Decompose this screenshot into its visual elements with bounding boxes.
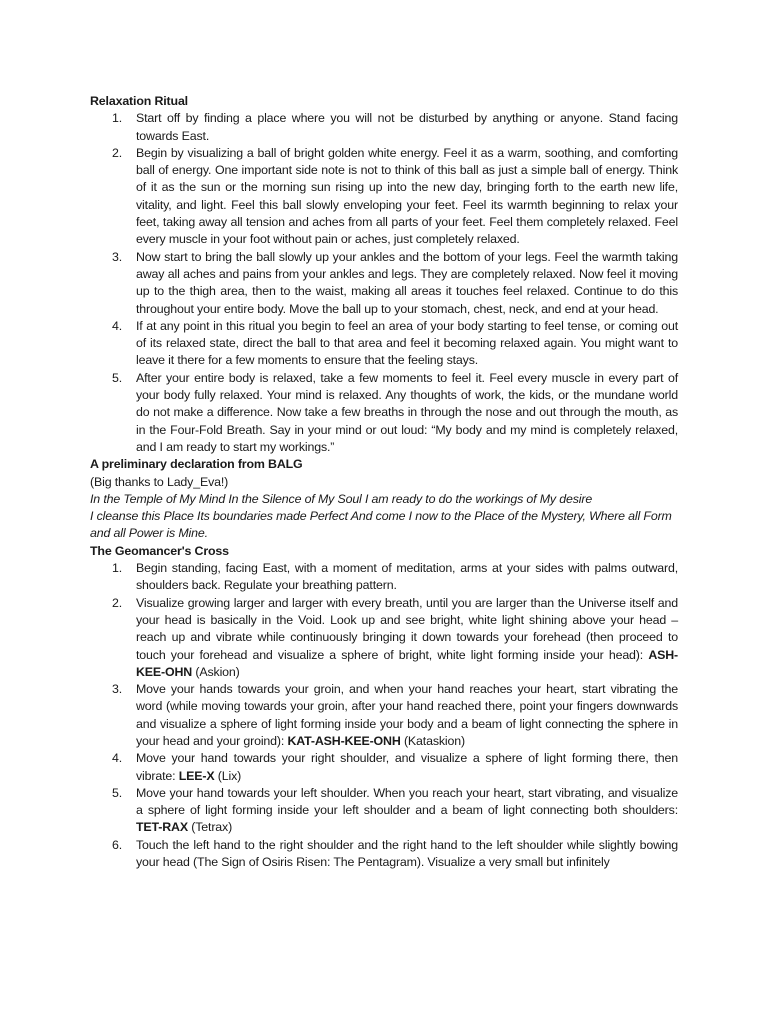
list-item-text: Start off by finding a place where you will not be disturbed by anything or anyone. Stand facing towards East.: [136, 111, 678, 143]
list-item-text: Now start to bring the ball slowly up your ankles and the bottom of your legs. Feel the warmth taking away all aches and pains from your ankles and legs. They are completely relaxed. Now feel it moving up to the thigh area, then to the waist, making all areas it touches feel relaxed. Continue to do this throughout your entire body. Move the ball up to your stomach, chest, neck, and end at your head.: [136, 249, 678, 316]
list-item-text: Visualize growing larger and larger with every breath, until you are larger than the Universe itself and your head is basically in the Void. Look up and see bright, white light shining above your head – reach up and vibrate while continuously bringing it down towards your forehead (then proceed to touch your forehead and visualize a sphere of bright, white light forming inside your head):: [136, 595, 678, 662]
list-item-text: Touch the left hand to the right shoulder and the right hand to the left shoulder while slightly bowing your head (The Sign of Osiris Risen: The Pentagram). Visualize a very small but infinitely: [136, 837, 678, 870]
declaration-line-2: I cleanse this Place Its boundaries made Perfect And come I now to the Place of the Mystery, Where all Form and all Power is Mine.: [90, 509, 672, 541]
list-item: [112, 145, 678, 249]
list-number: 2.: [112, 595, 123, 610]
list-item: [112, 750, 678, 785]
list-number: 4.: [112, 751, 123, 766]
document-page: [90, 93, 678, 871]
list-item-text: Begin by visualizing a ball of bright golden white energy. Feel it as a warm, soothing, and comforting ball of energy. One important side note is not to think of this ball as just a simple ball of energy. Think of it as the sun or the morning sun rising up into the new day, bringing forth to the earth new life, vitality, and light. Feel this ball slowly enveloping your feet. Feel its warmth beginning to relax your feet, taking away all tension and aches from all parts of your feet. Feel them completely relaxed. Feel every muscle in your foot without pain or aches, just completely relaxed.: [136, 145, 678, 247]
vibration-name: (Kataskion): [403, 733, 465, 748]
section-title-declaration: A preliminary declaration from BALG: [90, 457, 303, 472]
vibration-word: TET-RAX: [136, 820, 188, 835]
list-item: [112, 837, 678, 872]
list-number: 5.: [112, 370, 123, 385]
relaxation-steps-list: [90, 110, 678, 456]
list-number: 1.: [112, 561, 123, 576]
list-item-text: Move your hand towards your right shoulder, and visualize a sphere of light forming there, then vibrate:: [136, 751, 678, 783]
list-item: [112, 110, 678, 145]
list-item: [112, 370, 678, 456]
list-number: 2.: [112, 145, 123, 160]
section-title-relaxation: Relaxation Ritual: [90, 94, 188, 108]
list-item: [112, 595, 678, 681]
list-item-text: Move your hand towards your left shoulder. When you reach your heart, start vibrating, and visualize a sphere of light forming inside your left shoulder and a beam of light connecting both shoulders:: [136, 785, 678, 818]
list-number: 5.: [112, 785, 123, 800]
list-item-text: Begin standing, facing East, with a moment of meditation, arms at your sides with palms outward, shoulders back. Regulate your breathing pattern.: [136, 561, 678, 593]
list-number: 6.: [112, 837, 123, 852]
declaration-line-1: In the Temple of My Mind In the Silence of My Soul I am ready to do the workings of My desire: [90, 491, 593, 506]
list-item: [112, 681, 678, 750]
list-number: 3.: [112, 682, 123, 697]
vibration-name: (Askion): [195, 664, 240, 679]
list-number: 1.: [112, 111, 123, 126]
vibration-word: LEE-X: [178, 768, 215, 783]
list-number: 3.: [112, 249, 123, 264]
list-item: [112, 785, 678, 837]
list-item: [112, 318, 678, 370]
list-number: 4.: [112, 318, 123, 333]
list-item: [112, 560, 678, 595]
geomancer-steps-list: [90, 560, 678, 871]
vibration-name: (Tetrax): [191, 820, 233, 835]
vibration-word: KAT-ASH-KEE-ONH: [287, 733, 401, 748]
section-title-geomancer: The Geomancer's Cross: [90, 543, 229, 558]
vibration-name: (Lix): [217, 768, 242, 783]
thanks-note: (Big thanks to Lady_Eva!): [90, 474, 229, 489]
list-item-text: If at any point in this ritual you begin to feel an area of your body starting to feel tense, or coming out of its relaxed state, direct the ball to that area and feel it becoming relaxed again. You might want to leave it there for a few moments to ensure that the feeling stays.: [136, 318, 678, 368]
vibration-word: ASH-KEE-OHN: [136, 647, 678, 679]
list-item-text: After your entire body is relaxed, take a few moments to feel it. Feel every muscle in every part of your body fully relaxed. Your mind is relaxed. Any thoughts of work, the kids, or the mundane world do not make a difference. Now take a few breaths in through the nose and out through the mouth, as in the Four-Fold Breath. Say in your mind or out loud: “My body and my mind is completely relaxed, and I am ready to start my workings.”: [136, 370, 678, 454]
list-item-text: Move your hands towards your groin, and when your hand reaches your heart, start vibrating the word (while moving towards your groin, after your hand reached there, point your fingers downwards and visualize a sphere of light forming inside your body and a beam of light connecting the sphere in your head and your groind):: [136, 682, 678, 748]
list-item: [112, 249, 678, 318]
